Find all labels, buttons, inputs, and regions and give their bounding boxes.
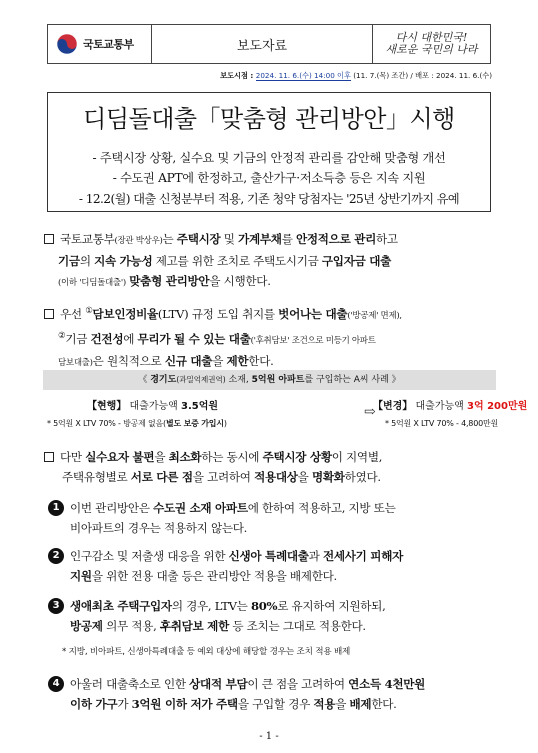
slogan xyxy=(372,25,490,63)
embargo-label: 보도시점 : xyxy=(220,71,256,80)
square-bullet-icon xyxy=(44,234,54,244)
slogan-line-2: 새로운 국민의 나라 xyxy=(385,43,478,56)
number-badge: 3 xyxy=(48,598,64,614)
list-item-1: 1 이번 관리방안은 수도권 소재 아파트에 한하여 적용하고, 지방 또는 비아파트의 경우는 적용하지 않는다. xyxy=(48,498,496,538)
example-change: 【변경】 대출가능액 3억 200만원 * 5억원 X LTV 70% - 4,800만원 xyxy=(373,401,528,428)
page-number: - 1 - xyxy=(259,731,279,742)
number-badge: 1 xyxy=(48,500,64,516)
square-bullet-icon xyxy=(44,452,54,462)
org-name: 국토교통부 xyxy=(83,38,134,51)
subtitle-3: - 12.2(월) 대출 신청분부터 적용, 기존 청약 당첨자는 '25년 상반기까지 유예 xyxy=(78,192,460,206)
example-current: 【현행】 대출가능액 3.5억원 * 5억원 X LTV 70% - 방공제 없음(별도 보증 가입시) xyxy=(47,401,227,428)
footnote: * 지방, 비아파트, 신생아특례대출 등 예외 대상에 해당할 경우는 조치 적용 배제 xyxy=(62,647,351,657)
example-box xyxy=(43,370,528,434)
subtitle-1: - 주택시장 상황, 실수요 및 기금의 안정적 관리를 감안해 맞춤형 개선 xyxy=(92,151,446,165)
arrow-right-icon: ⇨ xyxy=(364,404,376,420)
paragraph-2: 우선 ①담보인정비율(LTV) 규정 도입 취지를 벗어나는 대출('방공제' 면제), ②기금 건전성에 무리가 될 수 있는 대출('후취담보' 조건으로 미등기 아파트 담보대출)은 원칙적으로 신규 대출을 제한한다. xyxy=(44,301,496,373)
distribution-date: / 배포 : 2024. 11. 6.(수) xyxy=(408,71,492,80)
embargo-value: 2024. 11. 6.(수) 14:00 이후 xyxy=(255,71,351,80)
list-item-3: 3 생애최초 주택구입자의 경우, LTV는 80%로 유지하여 지원하되, 방공제 의무 적용, 후취담보 제한 등 조치는 그대로 적용한다. xyxy=(48,596,496,636)
doc-type: 보도자료 xyxy=(236,38,288,54)
paragraph-3: 다만 실수요자 불편을 최소화하는 동시에 주택시장 상황이 지역별, 주택유형별로 서로 다른 점을 고려하여 적용대상을 명확화하였다. xyxy=(44,447,496,487)
release-meta xyxy=(136,71,492,81)
number-badge: 2 xyxy=(48,548,64,564)
embargo-extra: (11. 7.(목) 조간) xyxy=(350,71,409,80)
org-logo xyxy=(48,25,152,63)
title-box xyxy=(47,92,491,212)
taegeuk-emblem-icon xyxy=(56,33,78,55)
square-bullet-icon xyxy=(44,309,54,319)
number-badge: 4 xyxy=(48,676,64,692)
header-box xyxy=(47,24,491,64)
subtitle-2: - 수도권 APT에 한정하고, 출산가구·저소득층 등은 지속 지원 xyxy=(112,171,426,185)
example-heading: 《 경기도(과밀억제권역) 소재, 5억원 아파트를 구입하는 A씨 사례 》 xyxy=(43,370,496,390)
page-title: 디딤돌대출「맞춤형 관리방안」시행 xyxy=(83,105,455,133)
list-item-4: 4 아울러 대출축소로 인한 상대적 부담이 큰 점을 고려하여 연소득 4천만원 이하 가구가 3억원 이하 저가 주택을 구입할 경우 적용을 배제한다. xyxy=(48,674,496,714)
paragraph-1: 국토교통부(장관 박상우)는 주택시장 및 가계부채를 안정적으로 관리하고 기금의 지속 가능성 제고를 위한 조치로 주택도시기금 구입자금 대출 (이하 '디딤돌대출') 맞춤형 관리방안을 시행한다. xyxy=(44,229,496,293)
slogan-line-1: 다시 대한민국! xyxy=(395,31,468,44)
list-item-2: 2 인구감소 및 저출생 대응을 위한 신생아 특례대출과 전세사기 피해자 지원을 위한 전용 대출 등은 관리방안 적용을 배제한다. xyxy=(48,546,496,586)
